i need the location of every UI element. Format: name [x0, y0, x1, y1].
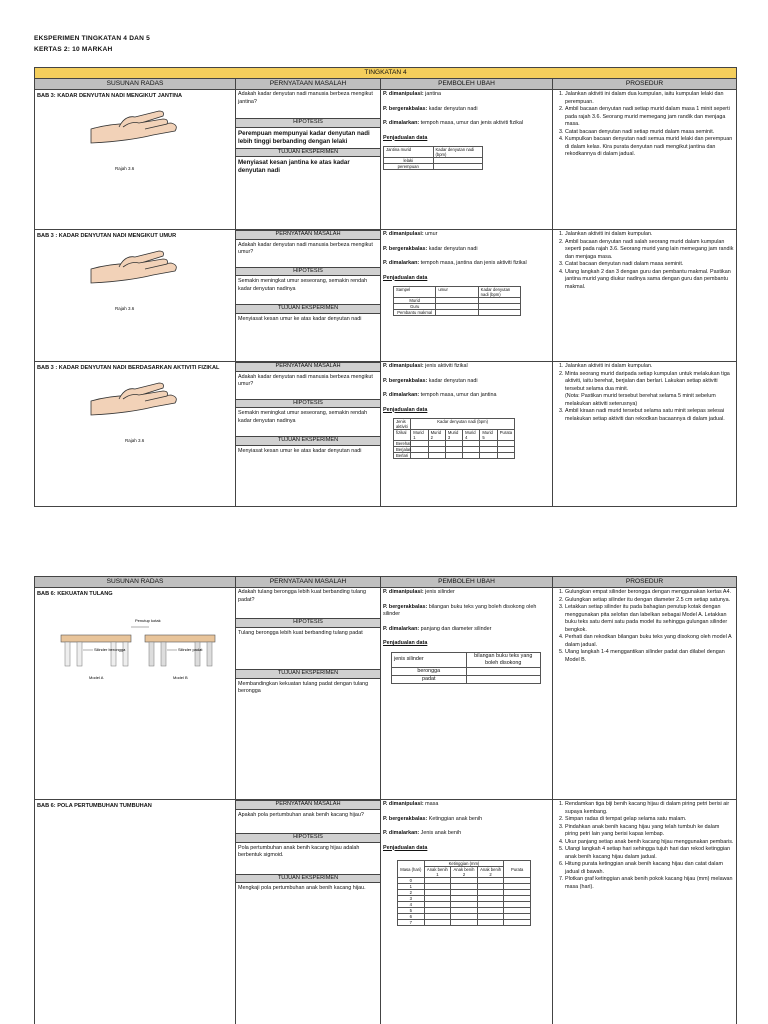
pernyataan-masalah-cell	[236, 362, 381, 507]
bergerakbalas-value: kadar denyutan nadi	[427, 105, 478, 112]
table-tingkatan-4	[34, 67, 737, 507]
label-model-b: Model B	[173, 674, 188, 680]
pemboleh-ubah-cell	[381, 588, 553, 800]
table-cell: lelaki	[384, 158, 434, 164]
bergerakbalas-value: bilangan buku teks yang boleh disokong oleh silinder	[383, 603, 537, 617]
masalah-text: Apakah pola pertumbuhan anak benih kacang hijau?	[238, 811, 364, 818]
tujuan-label: TUJUAN EKSPERIMEN	[236, 874, 380, 884]
bab-title: BAB 3 : KADAR DENYUTAN NADI MENGIKUT UMUR	[37, 233, 177, 239]
dimanipulasi-label: P. dimanipulasi:	[383, 589, 424, 595]
prosedur-cell	[553, 800, 737, 1024]
table-cell: Ketinggian (mm)	[424, 861, 504, 867]
list-item: 4. Kumpulkan bacaan denyutan nadi semua murid lelaki dan perempuan di dalam kelas. Kira purata denyutan nadi mengikut jantina dan rekodkannya di dalam jadual.	[565, 136, 734, 159]
list-item: 4. Perhati dan rekodkan bilangan buku teks yang disokong oleh model A dalam jadual.	[565, 634, 734, 649]
bergerakbalas-label: P. bergerakbalas:	[383, 815, 428, 822]
table-cell: Jenis aktiviti	[394, 419, 411, 430]
bab-title: BAB 3: KADAR DENYUTAN NADI MENGIKUT JANTINA	[37, 93, 183, 99]
list-item: 6. Hitung purata ketinggian anak benih kacang hijau dan catat dalam jadual di bawah.	[565, 861, 734, 876]
list-item: 3. Pindahkan anak benih kacang hijau yang telah tumbuh ke dalam piring petri lain yang berisi kapas lembap.	[565, 824, 734, 839]
masalah-text: Adakah kadar denyutan nadi manusia berbeza mengikut jantina?	[238, 91, 373, 105]
table-row	[35, 588, 737, 800]
list-item: 1. Jalankan aktiviti ini dalam kumpulan.	[565, 363, 734, 371]
title-line-1: EKSPERIMEN TINGKATAN 4 DAN 5	[34, 35, 150, 42]
prosedur-list	[555, 91, 734, 159]
table-cell: Jantina murid	[384, 147, 434, 158]
label-model-a: Model A	[89, 674, 104, 680]
table-cell: fizikal	[394, 430, 411, 441]
header-pernyataan-masalah: PERNYATAAN MASALAH	[236, 79, 381, 90]
list-item	[565, 371, 734, 409]
table-cell: 0	[398, 878, 425, 884]
pernyataan-masalah-cell	[236, 588, 381, 800]
table-cell: Anak benih 1	[424, 867, 451, 878]
list-item: 2. Simpan radas di tempat gelap selama satu malam.	[565, 816, 734, 824]
penjadualan-label: Penjadualan data	[383, 134, 428, 141]
tujuan-text: Membandingkan kekuatan tulang padat dengan tulang berongga	[238, 680, 369, 694]
susunan-radas-cell	[35, 362, 236, 507]
table-cell: umur	[436, 287, 478, 298]
dimalarkan-value: panjang dan diameter silinder	[419, 625, 492, 632]
table-cell: Purata	[504, 861, 531, 878]
tujuan-label: TUJUAN EKSPERIMEN	[236, 148, 380, 158]
figure-caption: Rajah 3.6	[115, 165, 135, 171]
document-title	[34, 33, 150, 55]
figure-caption: Rajah 3.6	[125, 437, 145, 443]
bone-model-illustration	[37, 613, 233, 693]
list-item-text: Minta seorang murid daripada setiap kumpulan untuk melakukan tiga aktiviti, iaitu berehat, berjalan dan berlari. Lakukan setiap aktiviti tersebut selama dua minit.	[565, 370, 730, 392]
table-cell: 7	[398, 920, 425, 926]
dimanipulasi-value: jantina	[423, 91, 442, 97]
dimanipulasi-value: masa	[423, 801, 439, 807]
table-cell: Purata	[497, 430, 514, 441]
table-cell: Berlari	[394, 453, 411, 459]
list-item: 2. Ambil bacaan denyutan nadi setiap murid dalam masa 1 minit seperti pada rajah 3.6. Seorang murid memegang jam randik dan menjaga masa.	[565, 106, 734, 129]
bergerakbalas-value: Ketinggian anak benih	[427, 815, 483, 822]
list-item: 4. Ukur panjang setiap anak benih kacang hijau menggunakan pembaris.	[565, 839, 734, 847]
table-cell: Murid 1	[411, 430, 428, 441]
table-cell: Kadar denyutan nadi (bpm)	[478, 287, 520, 298]
pemboleh-ubah-cell	[381, 90, 553, 230]
table-row	[35, 230, 737, 362]
tujuan-label: TUJUAN EKSPERIMEN	[236, 436, 380, 446]
penjadualan-label: Penjadualan data	[383, 844, 428, 851]
table-cell: 6	[398, 914, 425, 920]
list-item: 7. Plotkan graf ketinggian anak benih pokok kacang hijau (mm) melawan masa (hari).	[565, 876, 734, 891]
wrist-pulse-illustration	[89, 379, 181, 437]
wrist-pulse-illustration	[89, 107, 181, 165]
table-row	[35, 362, 737, 507]
hipotesis-label: HIPOTESIS	[236, 118, 380, 128]
table-cell: 5	[398, 908, 425, 914]
list-item-note: (Nota: Pastikan murid tersebut berehat selama 5 minit sebelum melakukan aktiviti seterusnya)	[565, 393, 716, 407]
tujuan-text: Mengkaji pola pertumbuhan anak benih kacang hijau.	[238, 885, 366, 891]
hipotesis-text: Semakin meningkat umur seseorang, semakin rendah kadar denyutan nadinya	[238, 410, 368, 424]
data-table	[393, 418, 515, 459]
bergerakbalas-value: kadar denyutan nadi	[427, 245, 478, 252]
bergerakbalas-value: kadar denyutan nadi	[427, 377, 478, 384]
dimalarkan-value: Jenis anak benih	[419, 830, 462, 836]
list-item: 3. Letakkan setiap silinder itu pada bahagian penutup kotak dengan menggunakan pita selofan dan labelkan sebagai Model A. Letakkan buku teks satu demi satu pada model itu sehingga gulungan silinder bengkok.	[565, 604, 734, 634]
dimanipulasi-value: umur	[423, 231, 438, 237]
masalah-label: PERNYATAAN MASALAH	[236, 362, 380, 372]
growth-data-table	[397, 860, 531, 926]
list-item: 5. Ulang langkah 1-4 menggantikan silinder padat dan dilabel dengan Model B.	[565, 649, 734, 664]
data-table	[393, 286, 521, 316]
pemboleh-ubah-cell	[381, 230, 553, 362]
hipotesis-label: HIPOTESIS	[236, 267, 380, 277]
hipotesis-text: Perempuan mempunyai kadar denyutan nadi lebih tinggi berbanding dengan lelaki	[238, 129, 370, 145]
masalah-label: PERNYATAAN MASALAH	[236, 800, 380, 810]
penjadualan-label: Penjadualan data	[383, 640, 428, 646]
bab-title: BAB 6: KEKUATAN TULANG	[37, 591, 113, 597]
table-cell: Murid 5	[480, 430, 497, 441]
list-item: 5. Ulangi langkah 4 setiap hari sehingga tujuh hari dan rekod ketinggian anak benih kacang hijau dalam jadual.	[565, 846, 734, 861]
list-item: 2. Gulungkan setiap silinder itu dengan diameter 2.5 cm setiap satunya.	[565, 597, 734, 605]
table-cell: Kadar denyutan nadi (bpm)	[433, 147, 483, 158]
tujuan-label: TUJUAN EKSPERIMEN	[236, 304, 380, 314]
table-cell: Sampel	[394, 287, 436, 298]
prosedur-list	[555, 363, 734, 423]
title-line-2: KERTAS 2: 10 MARKAH	[34, 46, 113, 53]
header-pemboleh-ubah: PEMBOLEH UBAH	[381, 79, 553, 90]
tujuan-text: Menyiasat kesan jantina ke atas kadar denyutan nadi	[238, 159, 350, 174]
label-silinder-berongga: Silinder berongga	[94, 646, 126, 652]
pernyataan-masalah-cell	[236, 90, 381, 230]
header-prosedur: PROSEDUR	[553, 79, 737, 90]
list-item: 3. Catat bacaan denyutan nadi setiap murid dalam masa seminit.	[565, 129, 734, 137]
masalah-label: PERNYATAAN MASALAH	[236, 230, 380, 240]
tingkatan-header: TINGKATAN 4	[35, 68, 737, 79]
dimanipulasi-label: P. dimanipulasi:	[383, 363, 424, 369]
dimalarkan-label: P. dimalarkan:	[383, 625, 420, 632]
list-item: 2. Ambil bacaan denyutan nadi salah seorang murid dalam kumpulan seperti pada rajah 3.6. Seorang murid yang lain memegang jam randik dan menjaga masa.	[565, 239, 734, 262]
list-item: 1. Rendamkan tiga biji benih kacang hijau di dalam piring petri berisi air supaya kembang.	[565, 801, 734, 816]
dimalarkan-value: tempoh masa, umur dan jenis aktiviti fizikal	[419, 120, 524, 126]
list-item: 1. Gulungkan empat silinder berongga dengan menggunakan kertas A4.	[565, 589, 734, 597]
list-item: 4. Ulang langkah 2 dan 3 dengan guru dan pembantu makmal. Pastikan jantina murid yang diukur nadinya sama dengan guru dan pembantu makmal.	[565, 269, 734, 292]
table-cell: perempuan	[384, 164, 434, 170]
bergerakbalas-label: P. bergerakbalas:	[383, 377, 428, 384]
prosedur-cell	[553, 90, 737, 230]
tujuan-text: Menyiasat kesan umur ke atas kadar denyutan nadi	[238, 447, 362, 454]
figure-caption: Rajah 3.6	[115, 305, 135, 311]
pemboleh-ubah-cell	[381, 800, 553, 1024]
header-susunan-radas: SUSUNAN RADAS	[35, 79, 236, 90]
list-item: 3. Ambil kiraan nadi murid tersebut selama satu minit selepas selesai melakukan setiap aktiviti dan rekodkan bacaannya di dalam jadual.	[565, 408, 734, 423]
dimalarkan-label: P. dimalarkan:	[383, 392, 420, 398]
dimalarkan-label: P. dimalarkan:	[383, 260, 420, 266]
table-cell: Murid 2	[428, 430, 445, 441]
masalah-text: Adakah kadar denyutan nadi manusia berbeza mengikut umur?	[238, 373, 373, 387]
masalah-text: Adakah tulang berongga lebih kuat berbanding tulang padat?	[238, 589, 366, 603]
tujuan-text: Menyiasat kesan umur ke atas kadar denyutan nadi	[238, 315, 362, 322]
bergerakbalas-label: P. bergerakbalas:	[383, 245, 428, 252]
table-row	[35, 800, 737, 1024]
bab-title: BAB 3 : KADAR DENYUTAN NADI BERDASARKAN AKTIVITI FIZIKAL	[37, 365, 220, 371]
bergerakbalas-label: P. bergerakbalas:	[383, 603, 428, 610]
table-cell: Masa (hari)	[398, 861, 425, 878]
header-pemboleh-ubah: PEMBOLEH UBAH	[381, 577, 553, 588]
prosedur-cell	[553, 230, 737, 362]
label-penutup-kotak: Penutup kotak	[135, 617, 161, 623]
table-cell: Murid 3	[445, 430, 462, 441]
table-cell: Pembantu makmal	[394, 310, 436, 316]
pernyataan-masalah-cell	[236, 800, 381, 1024]
dimanipulasi-label: P. dimanipulasi:	[383, 91, 424, 97]
dimanipulasi-value: jenis silinder	[423, 589, 455, 595]
hipotesis-label: HIPOTESIS	[236, 399, 380, 409]
header-susunan-radas: SUSUNAN RADAS	[35, 577, 236, 588]
table-cell: Anak benih 2	[451, 867, 478, 878]
bab-title: BAB 6: POLA PERTUMBUHAN TUMBUHAN	[37, 803, 152, 809]
pernyataan-masalah-cell	[236, 230, 381, 362]
table-bab-6	[34, 576, 737, 1024]
header-pernyataan-masalah: PERNYATAAN MASALAH	[236, 577, 381, 588]
table-cell: 2	[398, 890, 425, 896]
list-item: 1. Jalankan aktiviti ini dalam kumpulan.	[565, 231, 734, 239]
dimalarkan-value: tempoh masa, umur dan jantina	[419, 392, 497, 398]
hipotesis-label: HIPOTESIS	[236, 833, 380, 843]
hipotesis-text: Tulang berongga lebih kuat berbanding tulang padat	[238, 629, 363, 636]
prosedur-cell	[553, 362, 737, 507]
dimanipulasi-value: jenis aktiviti fizikal	[423, 363, 468, 369]
list-item: 1. Jalankan aktiviti ini dalam dua kumpulan, iaitu kumpulan lelaki dan perempuan.	[565, 91, 734, 106]
prosedur-list	[555, 231, 734, 291]
tujuan-label: TUJUAN EKSPERIMEN	[236, 669, 380, 679]
prosedur-cell	[553, 588, 737, 800]
prosedur-list	[555, 589, 734, 664]
table-cell: 3	[398, 896, 425, 902]
susunan-radas-cell	[35, 90, 236, 230]
table-cell: Anak benih 2	[477, 867, 504, 878]
susunan-radas-cell	[35, 230, 236, 362]
data-table	[383, 146, 483, 170]
susunan-radas-cell	[35, 800, 236, 1024]
hipotesis-text: Pola pertumbuhan anak benih kacang hijau adalah berbentuk sigmoid.	[238, 844, 360, 858]
table-cell: Berehat	[394, 441, 411, 447]
table-cell: Kadar denyutan nadi (bpm)	[411, 419, 515, 430]
wrist-pulse-illustration	[89, 247, 181, 305]
dimanipulasi-label: P. dimanipulasi:	[383, 801, 424, 807]
bergerakbalas-label: P. bergerakbalas:	[383, 105, 428, 112]
table-cell: bilangan buku teks yang boleh disokong	[466, 652, 541, 667]
susunan-radas-cell	[35, 588, 236, 800]
hipotesis-text: Semakin meningkat umur seseorang, semakin rendah kadar denyutan nadinya	[238, 278, 368, 292]
dimalarkan-label: P. dimalarkan:	[383, 830, 420, 836]
masalah-text: Adakah kadar denyutan nadi manusia berbeza mengikut umur?	[238, 241, 373, 255]
header-prosedur: PROSEDUR	[553, 577, 737, 588]
label-silinder-padat: Silinder padat	[178, 646, 203, 652]
table-cell: Berjalan	[394, 447, 411, 453]
dimalarkan-label: P. dimalarkan:	[383, 120, 420, 126]
pemboleh-ubah-cell	[381, 362, 553, 507]
hipotesis-label: HIPOTESIS	[236, 618, 380, 628]
table-cell: Murid	[394, 298, 436, 304]
table-cell: Guru	[394, 304, 436, 310]
dimanipulasi-label: P. dimanipulasi:	[383, 231, 424, 237]
list-item: 3. Catat bacaan denyutan nadi dalam masa seminit.	[565, 261, 734, 269]
table-row	[35, 90, 737, 230]
table-cell: jenis silinder	[392, 652, 467, 667]
data-table	[391, 652, 541, 684]
table-cell: berongga	[392, 667, 467, 675]
table-cell: 1	[398, 884, 425, 890]
table-cell: 4	[398, 902, 425, 908]
dimalarkan-value: tempoh masa, jantina dan jenis aktiviti fizikal	[419, 260, 527, 266]
penjadualan-label: Penjadualan data	[383, 274, 428, 281]
prosedur-list	[555, 801, 734, 891]
table-cell: padat	[392, 675, 467, 683]
table-cell: Murid 4	[463, 430, 480, 441]
penjadualan-label: Penjadualan data	[383, 406, 428, 413]
